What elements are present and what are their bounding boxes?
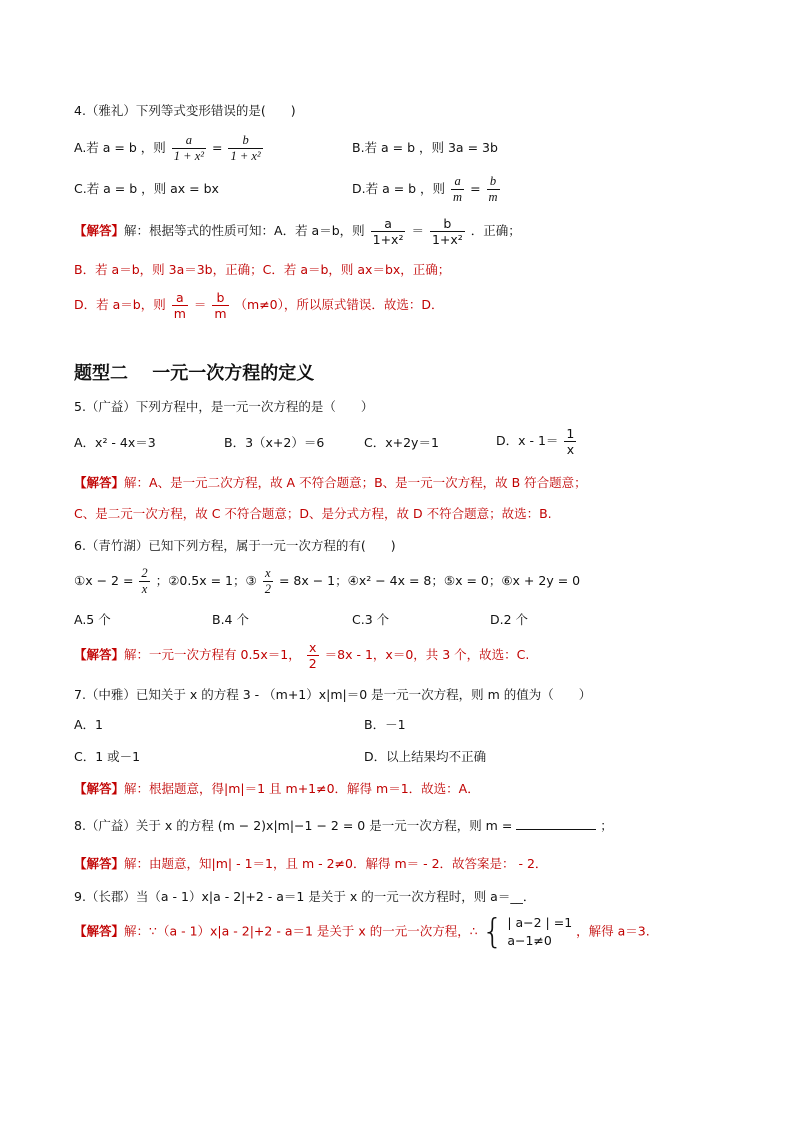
q5-option-a: A．x² - 4x＝3	[74, 435, 156, 450]
q7-answer: 【解答】解：根据题意，得|m|＝1 且 m+1≠0．解得 m＝1．故选：A．	[74, 781, 480, 796]
q5-answer-line-2: C、是二元一次方程，故 C 不符合题意；D、是分式方程，故 D 不符合题意；故选：B.	[74, 506, 552, 521]
q6-answer: 【解答】解：一元一次方程有 0.5x＝1， $\frac{x}{2}$ ＝8x - 1，x＝0，共 3 个，故选：C.	[74, 640, 530, 671]
q5-option-b: B．3（x+2）＝6	[224, 435, 325, 450]
q7-option-a: A．1	[74, 717, 104, 732]
section-title: 题型二 一元一次方程的定义	[74, 363, 315, 384]
q9-answer: 【解答】解：∵（a - 1）x|a - 2|+2 - a＝1 是关于 x 的一元一次方程，∴ { | a−2 | =1 a−1≠0 ，解得 a＝3.	[74, 912, 650, 952]
q5-answer-line-1: 【解答】解：A、是一元二次方程，故 A 不符合题意；B、是一元一次方程，故 B 符合题意；	[74, 475, 587, 490]
q8-answer-blank[interactable]	[516, 817, 596, 830]
q4-stem: 4.（雅礼）下列等式变形错误的是( )	[74, 103, 296, 118]
q5-stem: 5.（广益）下列方程中，是一元一次方程的是（ ）	[74, 399, 374, 414]
q8-answer: 【解答】解：由题意，知|m| - 1＝1，且 m - 2≠0．解得 m＝ - 2．故答案是： - 2．	[74, 856, 548, 871]
q9-stem: 9.（长郡）当（a - 1）x|a - 2|+2 - a＝1 是关于 x 的一元一次方程时，则 a＝__．	[74, 889, 536, 904]
q6-items: ①x − 2 = $\frac{2}{x}$ ；②0.5x = 1；③ $\frac{x}{2}$ = 8x − 1；④x² − 4x = 8；⑤x = 0；⑥x + 2y = 0	[74, 566, 581, 596]
q6-stem: 6.（青竹湖）已知下列方程，属于一元一次方程的有( )	[74, 538, 396, 553]
q7-stem: 7.（中雅）已知关于 x 的方程 3 - （m+1）x|m|＝0 是一元一次方程，则 m 的值为（ ）	[74, 687, 592, 702]
q6-option-c: C.3 个	[352, 612, 390, 627]
q8-stem: 8.（广益）关于 x 的方程 (m − 2)x|m|−1 − 2 = 0 是一元一次方程，则 m = ；	[74, 818, 613, 833]
q4-option-c: C.若 a = b ，则 ax = bx	[74, 181, 219, 196]
q5-option-c: C．x+2y＝1	[364, 435, 439, 450]
q4-answer-line-2: B．若 a＝b，则 3a＝3b，正确；C．若 a＝b，则 ax＝bx，正确；	[74, 262, 451, 277]
q4-option-a: A.若 a = b ，则 $\frac{a}{\text{1 + x²}}$ = $\frac{b}{\text{1 + x²}}$	[74, 133, 261, 163]
q5-option-d: D．x - 1＝ $\frac{1}{x}$	[496, 426, 575, 457]
q7-option-b: B．－1	[364, 717, 406, 732]
q4-option-d: D.若 a = b ，则 $\frac{a}{m}$ = $\frac{b}{m}$	[352, 174, 498, 204]
q6-option-d: D.2 个	[490, 612, 529, 627]
q6-option-a: A.5 个	[74, 612, 111, 627]
equation-system: | a−2 | =1 a−1≠0	[507, 915, 573, 948]
q6-option-b: B.4 个	[212, 612, 249, 627]
q7-option-c: C．1 或－1	[74, 749, 141, 764]
q4-answer-line-3: D．若 a＝b，则 $\frac{a}{m}$ ＝ $\frac{b}{m}$ （m≠0），所以原式错误．故选：D．	[74, 290, 444, 321]
q7-option-d: D．以上结果均不正确	[364, 749, 487, 764]
left-brace-icon: {	[481, 912, 504, 952]
q4-answer-line-1: 【解答】解：根据等式的性质可知：A．若 a＝b，则 $\frac{a}{\text{1+x²}}$ ＝ $\frac{b}{\text{1+x²}}$ ．正确；	[74, 216, 521, 247]
q4-option-b: B.若 a = b ，则 3a = 3b	[352, 140, 498, 155]
